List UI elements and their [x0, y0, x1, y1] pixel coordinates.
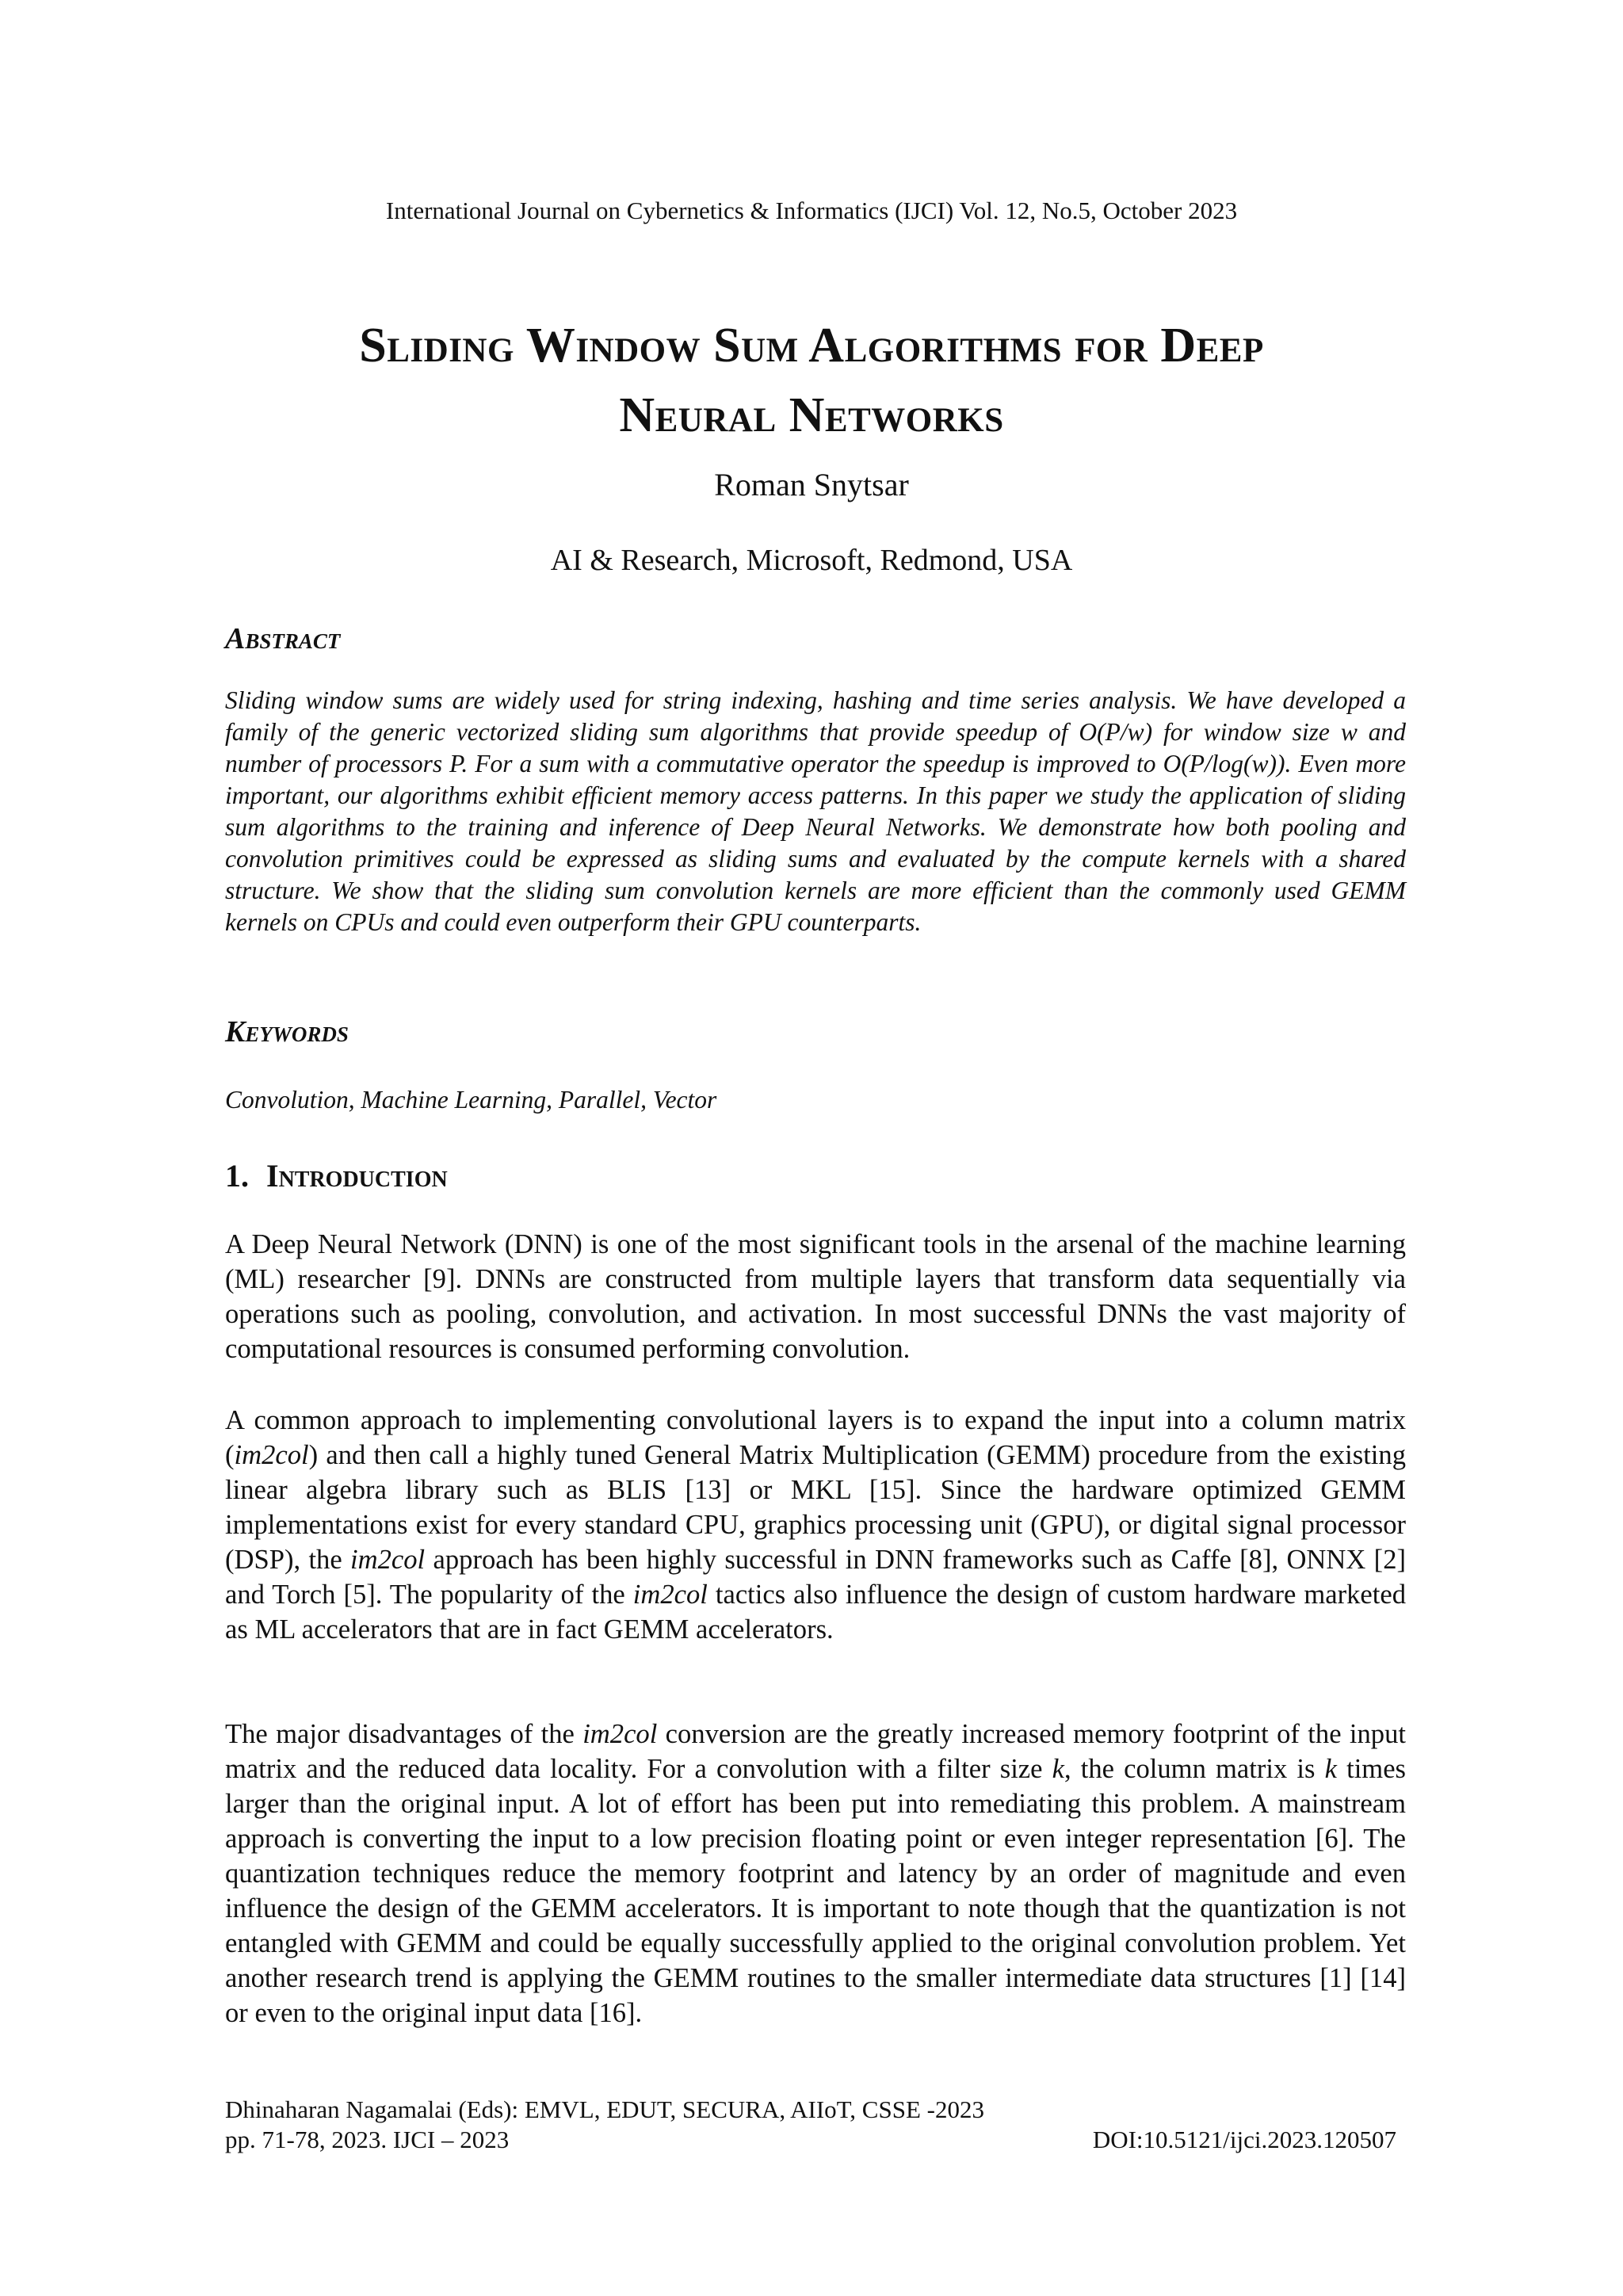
keywords-text: Convolution, Machine Learning, Parallel, Vector	[225, 1086, 717, 1114]
section-number: 1.	[225, 1158, 249, 1194]
author-affiliation: AI & Research, Microsoft, Redmond, USA	[550, 544, 1073, 577]
emphasis-im2col: im2col	[350, 1545, 426, 1575]
emphasis-im2col: im2col	[234, 1440, 309, 1470]
footer-pages: pp. 71-78, 2023. IJCI – 2023	[225, 2126, 510, 2153]
emphasis-k: k	[1052, 1754, 1064, 1784]
paper-title-line-2: Neural Networks	[619, 388, 1004, 442]
intro-paragraph-1: A Deep Neural Network (DNN) is one of the most significant tools in the arsenal of the machine learning (ML) researcher [9]. DNNs are constructed from multiple layers that transform data sequentially via operations such as pooling, convolution, and activation. In most successful DNNs the vast majority of computational resources is consumed performing convolution.	[225, 1229, 1406, 1364]
journal-header: International Journal on Cybernetics & Informatics (IJCI) Vol. 12, No.5, October 2023	[385, 197, 1238, 224]
intro-paragraph-3	[225, 1717, 1406, 2030]
intro-paragraph-2	[225, 1403, 1406, 1647]
keywords-heading: Keywords	[225, 1015, 349, 1049]
text-run: The major disadvantages of the	[225, 1719, 583, 1749]
text-run: conversion are the greatly increased memory footprint of the input matrix and the reduced data locality. For a convolution with a filter size	[225, 1719, 1406, 1784]
text-run: times larger than the original input. A lot of effort has been put into remediating this problem. A mainstream approach is converting the input to a low precision floating point or even integer representation [6]. The quantization techniques reduce the memory footprint and latency by an order of magnitude and even influence the design of the GEMM accelerators. It is important to note though that the quantization is not entangled with GEMM and could be equally successfully applied to the original convolution problem. Yet another research trend is applying the GEMM routines to the smaller intermediate data structures [1] [14] or even to the original input data [16].	[225, 1754, 1406, 2028]
paper-title	[0, 311, 1623, 450]
abstract-text: Sliding window sums are widely used for string indexing, hashing and time series analysis. We have developed a family of the generic vectorized sliding sum algorithms that provide speedup of O(P/w) for window size w and number of processors P. For a sum with a commutative operator the speedup is improved to O(P/log(w)). Even more important, our algorithms exhibit efficient memory access patterns. In this paper we study the application of sliding sum algorithms to the training and inference of Deep Neural Networks. We demonstrate how both pooling and convolution primitives could be expressed as sliding sums and evaluated by the compute kernels with a shared structure. We show that the sliding sum convolution kernels are more efficient than the commonly used GEMM kernels on CPUs and could even outperform their GPU counterparts.	[225, 686, 1406, 936]
footer-editors: Dhinaharan Nagamalai (Eds): EMVL, EDUT, SECURA, AIIoT, CSSE -2023	[225, 2095, 984, 2123]
text-run: approach has been highly successful in DNN frameworks such as Caffe [8], ONNX [2] and Torch [5]. The popularity of the	[225, 1545, 1406, 1610]
abstract-heading: Abstract	[225, 622, 341, 655]
emphasis-im2col: im2col	[582, 1719, 658, 1749]
section-title: Introduction	[266, 1158, 448, 1194]
text-run: ) and then call a highly tuned General Matrix Multiplication (GEMM) procedure from the existing linear algebra library such as BLIS [13] or MKL [15]. Since the hardware optimized GEMM implementations exist for every standard CPU, graphics processing unit (GPU), or digital signal processor (DSP), the	[225, 1440, 1406, 1575]
introduction-heading	[225, 1156, 448, 1197]
footer-doi: DOI:10.5121/ijci.2023.120507	[1092, 2126, 1396, 2153]
text-run: A common approach to implementing convolutional layers is to expand the input into a column matrix (	[225, 1405, 1406, 1470]
emphasis-k: k	[1324, 1754, 1337, 1784]
emphasis-im2col: im2col	[632, 1580, 708, 1610]
text-run: , the column matrix is	[1064, 1754, 1325, 1784]
author-name: Roman Snytsar	[714, 467, 909, 502]
paper-title-line-1: Sliding Window Sum Algorithms for Deep	[359, 319, 1264, 372]
text-run: tactics also influence the design of custom hardware marketed as ML accelerators that are in fact GEMM accelerators.	[225, 1580, 1406, 1645]
